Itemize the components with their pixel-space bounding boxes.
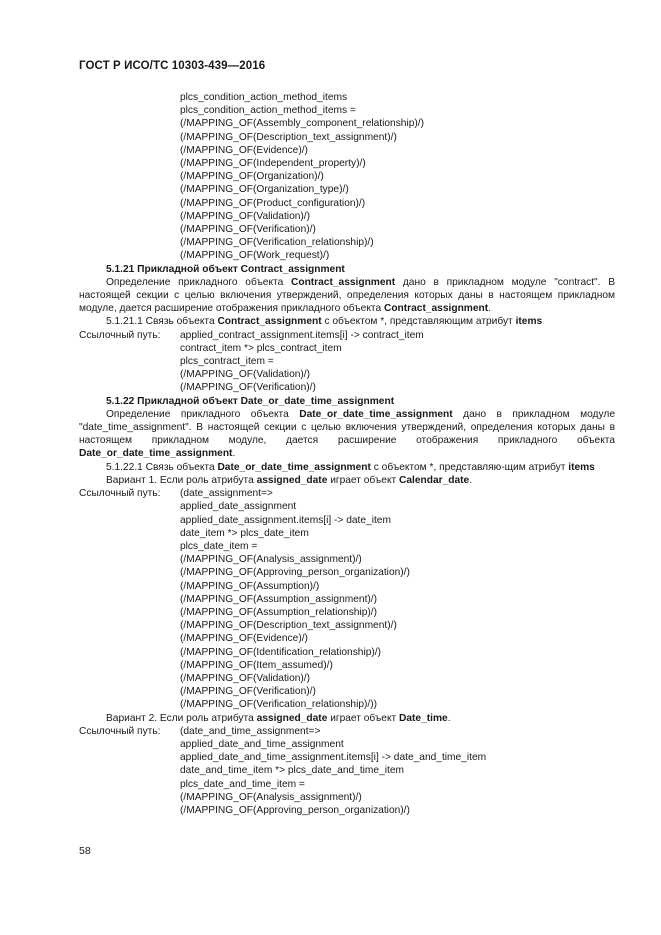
- code-line: plcs_condition_action_method_items =: [180, 105, 356, 117]
- code-line: (/MAPPING_OF(Organization)/): [180, 171, 324, 183]
- code-line: (/MAPPING_OF(Analysis_assignment)/): [180, 554, 362, 566]
- code-line: plcs_condition_action_method_items: [180, 92, 348, 103]
- code-line: (/MAPPING_OF(Approving_person_organization)/): [180, 804, 410, 816]
- code-line: plcs_contract_item =: [180, 356, 274, 368]
- code-line: (/MAPPING_OF(Item_assumed)/): [180, 659, 333, 671]
- page-header: ГОСТ Р ИСО/ТС 10303-439—2016: [79, 60, 266, 72]
- reference-path-block: [79, 342, 615, 395]
- reference-path-row: [79, 725, 615, 738]
- mapping-block-1: [79, 91, 615, 263]
- reference-path-block: [79, 738, 615, 817]
- code-line: (/MAPPING_OF(Verification_relationship)/)): [180, 699, 378, 711]
- reference-path-line: (date_and_time_assignment=>: [180, 725, 321, 737]
- code-line: (/MAPPING_OF(Evidence)/): [180, 144, 308, 156]
- code-line: (/MAPPING_OF(Description_text_assignment)/): [180, 131, 397, 143]
- code-line: (/MAPPING_OF(Independent_property)/): [180, 158, 366, 170]
- code-line: (/MAPPING_OF(Analysis_assignment)/): [180, 791, 362, 803]
- code-line: (/MAPPING_OF(Work_request)/): [180, 250, 330, 262]
- code-line: date_item *> plcs_date_item: [180, 527, 309, 539]
- code-line: (/MAPPING_OF(Verification)/): [180, 382, 316, 394]
- paragraph-5-1-21: Определение прикладного объекта Contract_assignment дано в прикладном модуле "contract". В настоящей секции с целью включения утверждений, определения которых даны в настоящем прикладном модуле, дается расширение отображения прикладного объекта Contract_assignment.: [79, 276, 615, 315]
- code-line: applied_date_assignment: [180, 501, 297, 513]
- page-number: 58: [79, 845, 91, 857]
- subsection-5-1-22-1: 5.1.22.1 Связь объекта Date_or_date_time_assignment с объектом *, представляю-щим атрибут items: [106, 461, 595, 473]
- reference-path-row: [79, 487, 615, 500]
- subsection-5-1-21-1: 5.1.21.1 Связь объекта Contract_assignment с объектом *, представляющим атрибут items: [106, 316, 543, 328]
- variant-1: Вариант 1. Если роль атрибута assigned_date играет объект Calendar_date.: [106, 474, 473, 486]
- code-line: (/MAPPING_OF(Validation)/): [180, 672, 311, 684]
- code-line: (/MAPPING_OF(Product_configuration)/): [180, 197, 366, 209]
- code-line: (/MAPPING_OF(Approving_person_organization)/): [180, 567, 410, 579]
- code-line: (/MAPPING_OF(Evidence)/): [180, 633, 308, 645]
- reference-path-row: [79, 329, 615, 342]
- paragraph-5-1-22: Определение прикладного объекта Date_or_date_time_assignment дано в прикладном модуле "date_time_assignment". В настоящей секции с целью включения утверждений, определения которых даны в настоящем прикладном модуле, дается расширение отображения прикладного объекта Date_or_date_time_assignment.: [79, 408, 615, 460]
- code-line: (/MAPPING_OF(Validation)/): [180, 210, 311, 222]
- code-line: (/MAPPING_OF(Assembly_component_relationship)/): [180, 118, 425, 130]
- reference-path-label: Ссылочный путь:: [79, 488, 161, 500]
- reference-path-line: (date_assignment=>: [180, 488, 273, 500]
- code-line: applied_date_assignment.items[i] -> date_item: [180, 514, 391, 526]
- code-line: date_and_time_item *> plcs_date_and_time_item: [180, 765, 404, 777]
- code-line: (/MAPPING_OF(Validation)/): [180, 369, 311, 381]
- code-line: (/MAPPING_OF(Assumption)/): [180, 580, 320, 592]
- reference-path-block: [79, 500, 615, 711]
- code-line: (/MAPPING_OF(Identification_relationship)/): [180, 646, 381, 658]
- reference-path-line: applied_contract_assignment.items[i] -> contract_item: [180, 329, 424, 341]
- code-line: contract_item *> plcs_contract_item: [180, 342, 342, 354]
- code-line: (/MAPPING_OF(Verification_relationship)/): [180, 237, 374, 249]
- variant-2: Вариант 2. Если роль атрибута assigned_date играет объект Date_time.: [106, 712, 451, 724]
- code-line: applied_date_and_time_assignment: [180, 738, 344, 750]
- section-heading-5-1-21: 5.1.21 Прикладной объект Contract_assignment: [106, 263, 345, 275]
- code-line: (/MAPPING_OF(Verification)/): [180, 224, 316, 236]
- section-heading-5-1-22: 5.1.22 Прикладной объект Date_or_date_time_assignment: [106, 395, 395, 407]
- document-body: [79, 91, 615, 817]
- code-line: plcs_date_item =: [180, 540, 258, 552]
- code-line: (/MAPPING_OF(Assumption_relationship)/): [180, 606, 378, 618]
- code-line: (/MAPPING_OF(Description_text_assignment)/): [180, 620, 397, 632]
- code-line: (/MAPPING_OF(Verification)/): [180, 686, 316, 698]
- reference-path-label: Ссылочный путь:: [79, 725, 161, 737]
- reference-path-label: Ссылочный путь:: [79, 329, 161, 341]
- code-line: (/MAPPING_OF(Organization_type)/): [180, 184, 349, 196]
- code-line: (/MAPPING_OF(Assumption_assignment)/): [180, 593, 378, 605]
- code-line: applied_date_and_time_assignment.items[i] -> date_and_time_item: [180, 752, 487, 764]
- code-line: plcs_date_and_time_item =: [180, 778, 305, 790]
